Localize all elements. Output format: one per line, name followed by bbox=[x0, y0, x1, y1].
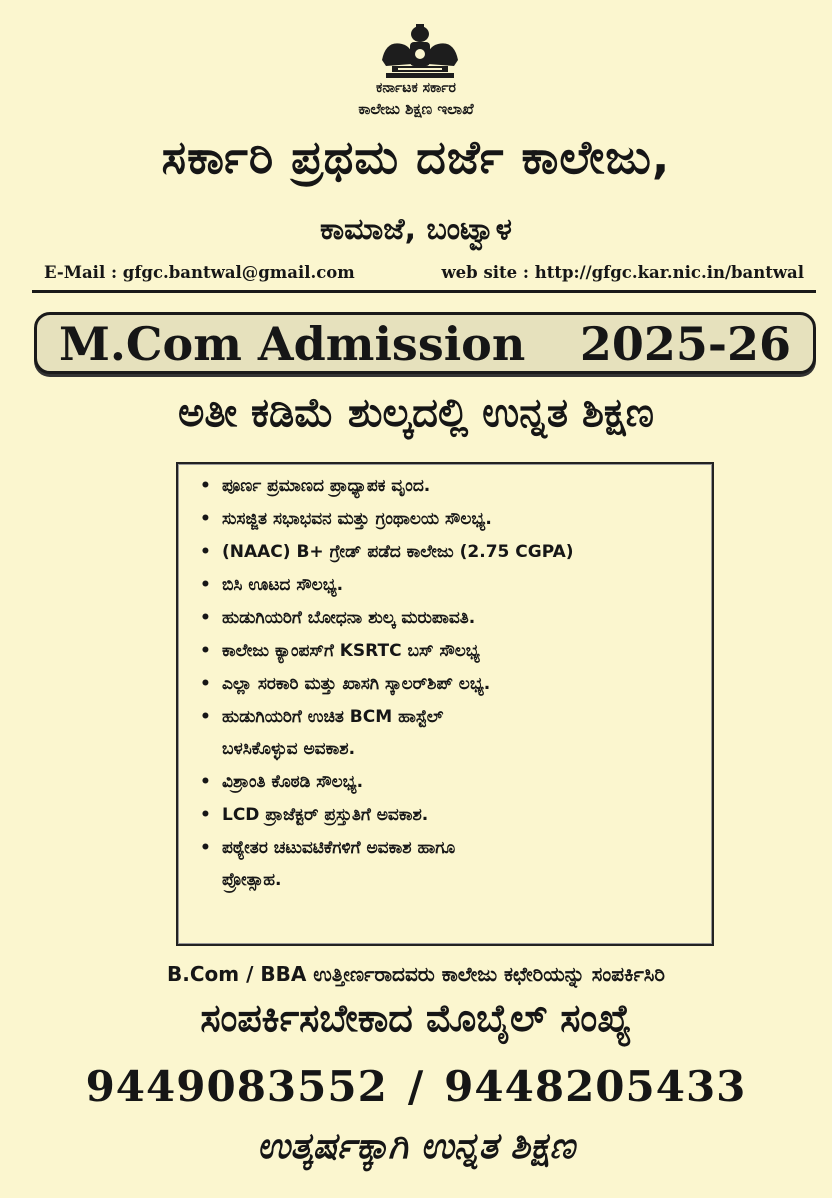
banner-title: M.Com Admission bbox=[59, 317, 526, 371]
feature-item bbox=[200, 542, 702, 562]
feature-text: ಬಿಸಿ ಊಟದ ಸೌಲಭ್ಯ. bbox=[222, 575, 344, 595]
feature-text: ವಿಶ್ರಾಂತಿ ಕೊಠಡಿ ಸೌಲಭ್ಯ. bbox=[222, 772, 364, 792]
features-list bbox=[178, 464, 712, 896]
graduates-notice: B.Com / BBA ಉತ್ತೀರ್ಣರಾದವರು ಕಾಲೇಜು ಕಛೇರಿಯನ್ನು ಸಂಪರ್ಕಿಸಿರಿ bbox=[167, 962, 665, 986]
bullet-icon: • bbox=[200, 805, 211, 825]
tagline: ಅತೀ ಕಡಿಮೆ ಶುಲ್ಕದಲ್ಲಿ ಉನ್ನತ ಶಿಕ್ಷಣ bbox=[178, 390, 654, 436]
phone-separator: / bbox=[407, 1062, 425, 1111]
contact-heading: ಸಂಪರ್ಕಿಸಬೇಕಾದ ಮೊಬೈಲ್ ಸಂಖ್ಯೆ bbox=[200, 996, 632, 1040]
email-address: E-Mail : gfgc.bantwal@gmail.com bbox=[44, 263, 355, 282]
bullet-icon: • bbox=[200, 674, 211, 694]
bullet-icon: • bbox=[200, 575, 211, 595]
department-line: ಕಾಲೇಜು ಶಿಕ್ಷಣ ಇಲಾಖೆ bbox=[358, 100, 474, 118]
feature-text: ಪಠ್ಯೇತರ ಚಟುವಟಿಕೆಗಳಿಗೆ ಅವಕಾಶ ಹಾಗೂ ಪ್ರೋತ್ಸಾಹ. bbox=[222, 838, 456, 890]
phone-numbers bbox=[0, 1062, 832, 1111]
college-location: ಕಾಮಾಜೆ, ಬಂಟ್ವಾಳ bbox=[320, 212, 512, 247]
feature-text: ಪೂರ್ಣ ಪ್ರಮಾಣದ ಪ್ರಾಧ್ಯಾಪಕ ವೃಂದ. bbox=[222, 476, 431, 496]
feature-text: (NAAC) B+ ಗ್ರೇಡ್ ಪಡೆದ ಕಾಲೇಜು (2.75 CGPA) bbox=[222, 542, 574, 562]
feature-item bbox=[200, 575, 702, 595]
feature-text: ಕಾಲೇಜು ಕ್ಯಾಂಪಸ್‌ಗೆ KSRTC ಬಸ್ ಸೌಲಭ್ಯ bbox=[222, 641, 480, 661]
website-address: web site : http://gfgc.kar.nic.in/bantwal bbox=[441, 263, 804, 282]
feature-item bbox=[200, 701, 702, 765]
feature-item bbox=[200, 772, 702, 792]
bullet-icon: • bbox=[200, 707, 211, 727]
motto: ಉತ್ಕರ್ಷಕ್ಕಾಗಿ ಉನ್ನತ ಶಿಕ್ಷಣ bbox=[256, 1126, 576, 1167]
bullet-icon: • bbox=[200, 641, 211, 661]
bullet-icon: • bbox=[200, 509, 211, 529]
karnataka-emblem-icon bbox=[372, 20, 468, 80]
feature-text: ಹುಡುಗಿಯರಿಗೆ ಬೋಧನಾ ಶುಲ್ಕ ಮರುಪಾವತಿ. bbox=[222, 608, 476, 628]
feature-item bbox=[200, 608, 702, 628]
feature-text: LCD ಪ್ರಾಜೆಕ್ಟರ್ ಪ್ರಸ್ತುತಿಗೆ ಅವಕಾಶ. bbox=[222, 805, 429, 825]
admission-banner bbox=[34, 312, 816, 374]
banner-year: 2025-26 bbox=[579, 317, 791, 371]
college-name: ಸರ್ಕಾರಿ ಪ್ರಥಮ ದರ್ಜೆ ಕಾಲೇಜು, bbox=[161, 130, 671, 184]
feature-item bbox=[200, 476, 702, 496]
feature-text: ಸುಸಜ್ಜಿತ ಸಭಾಭವನ ಮತ್ತು ಗ್ರಂಥಾಲಯ ಸೌಲಭ್ಯ. bbox=[222, 509, 492, 529]
header-divider bbox=[32, 290, 816, 293]
bullet-icon: • bbox=[200, 608, 211, 628]
phone-number-2: 9448205433 bbox=[444, 1062, 747, 1111]
feature-text: ಹುಡುಗಿಯರಿಗೆ ಉಚಿತ BCM ಹಾಸ್ಟೆಲ್ ಬಳಸಿಕೊಳ್ಳುವ ಅವಕಾಶ. bbox=[222, 707, 444, 759]
bullet-icon: • bbox=[200, 772, 211, 792]
feature-item bbox=[200, 641, 702, 661]
bullet-icon: • bbox=[200, 838, 211, 858]
feature-item bbox=[200, 805, 702, 825]
feature-item bbox=[200, 509, 702, 529]
bullet-icon: • bbox=[200, 476, 211, 496]
phone-number-1: 9449083552 bbox=[85, 1062, 388, 1111]
government-line: ಕರ್ನಾಟಕ ಸರ್ಕಾರ bbox=[376, 80, 456, 96]
features-box bbox=[176, 462, 714, 946]
feature-text: ಎಲ್ಲಾ ಸರಕಾರಿ ಮತ್ತು ಖಾಸಗಿ ಸ್ಕಾಲರ್‌ಶಿಪ್ ಲಭ್ಯ. bbox=[222, 674, 491, 694]
feature-item bbox=[200, 832, 702, 896]
bullet-icon: • bbox=[200, 542, 211, 562]
feature-item bbox=[200, 674, 702, 694]
